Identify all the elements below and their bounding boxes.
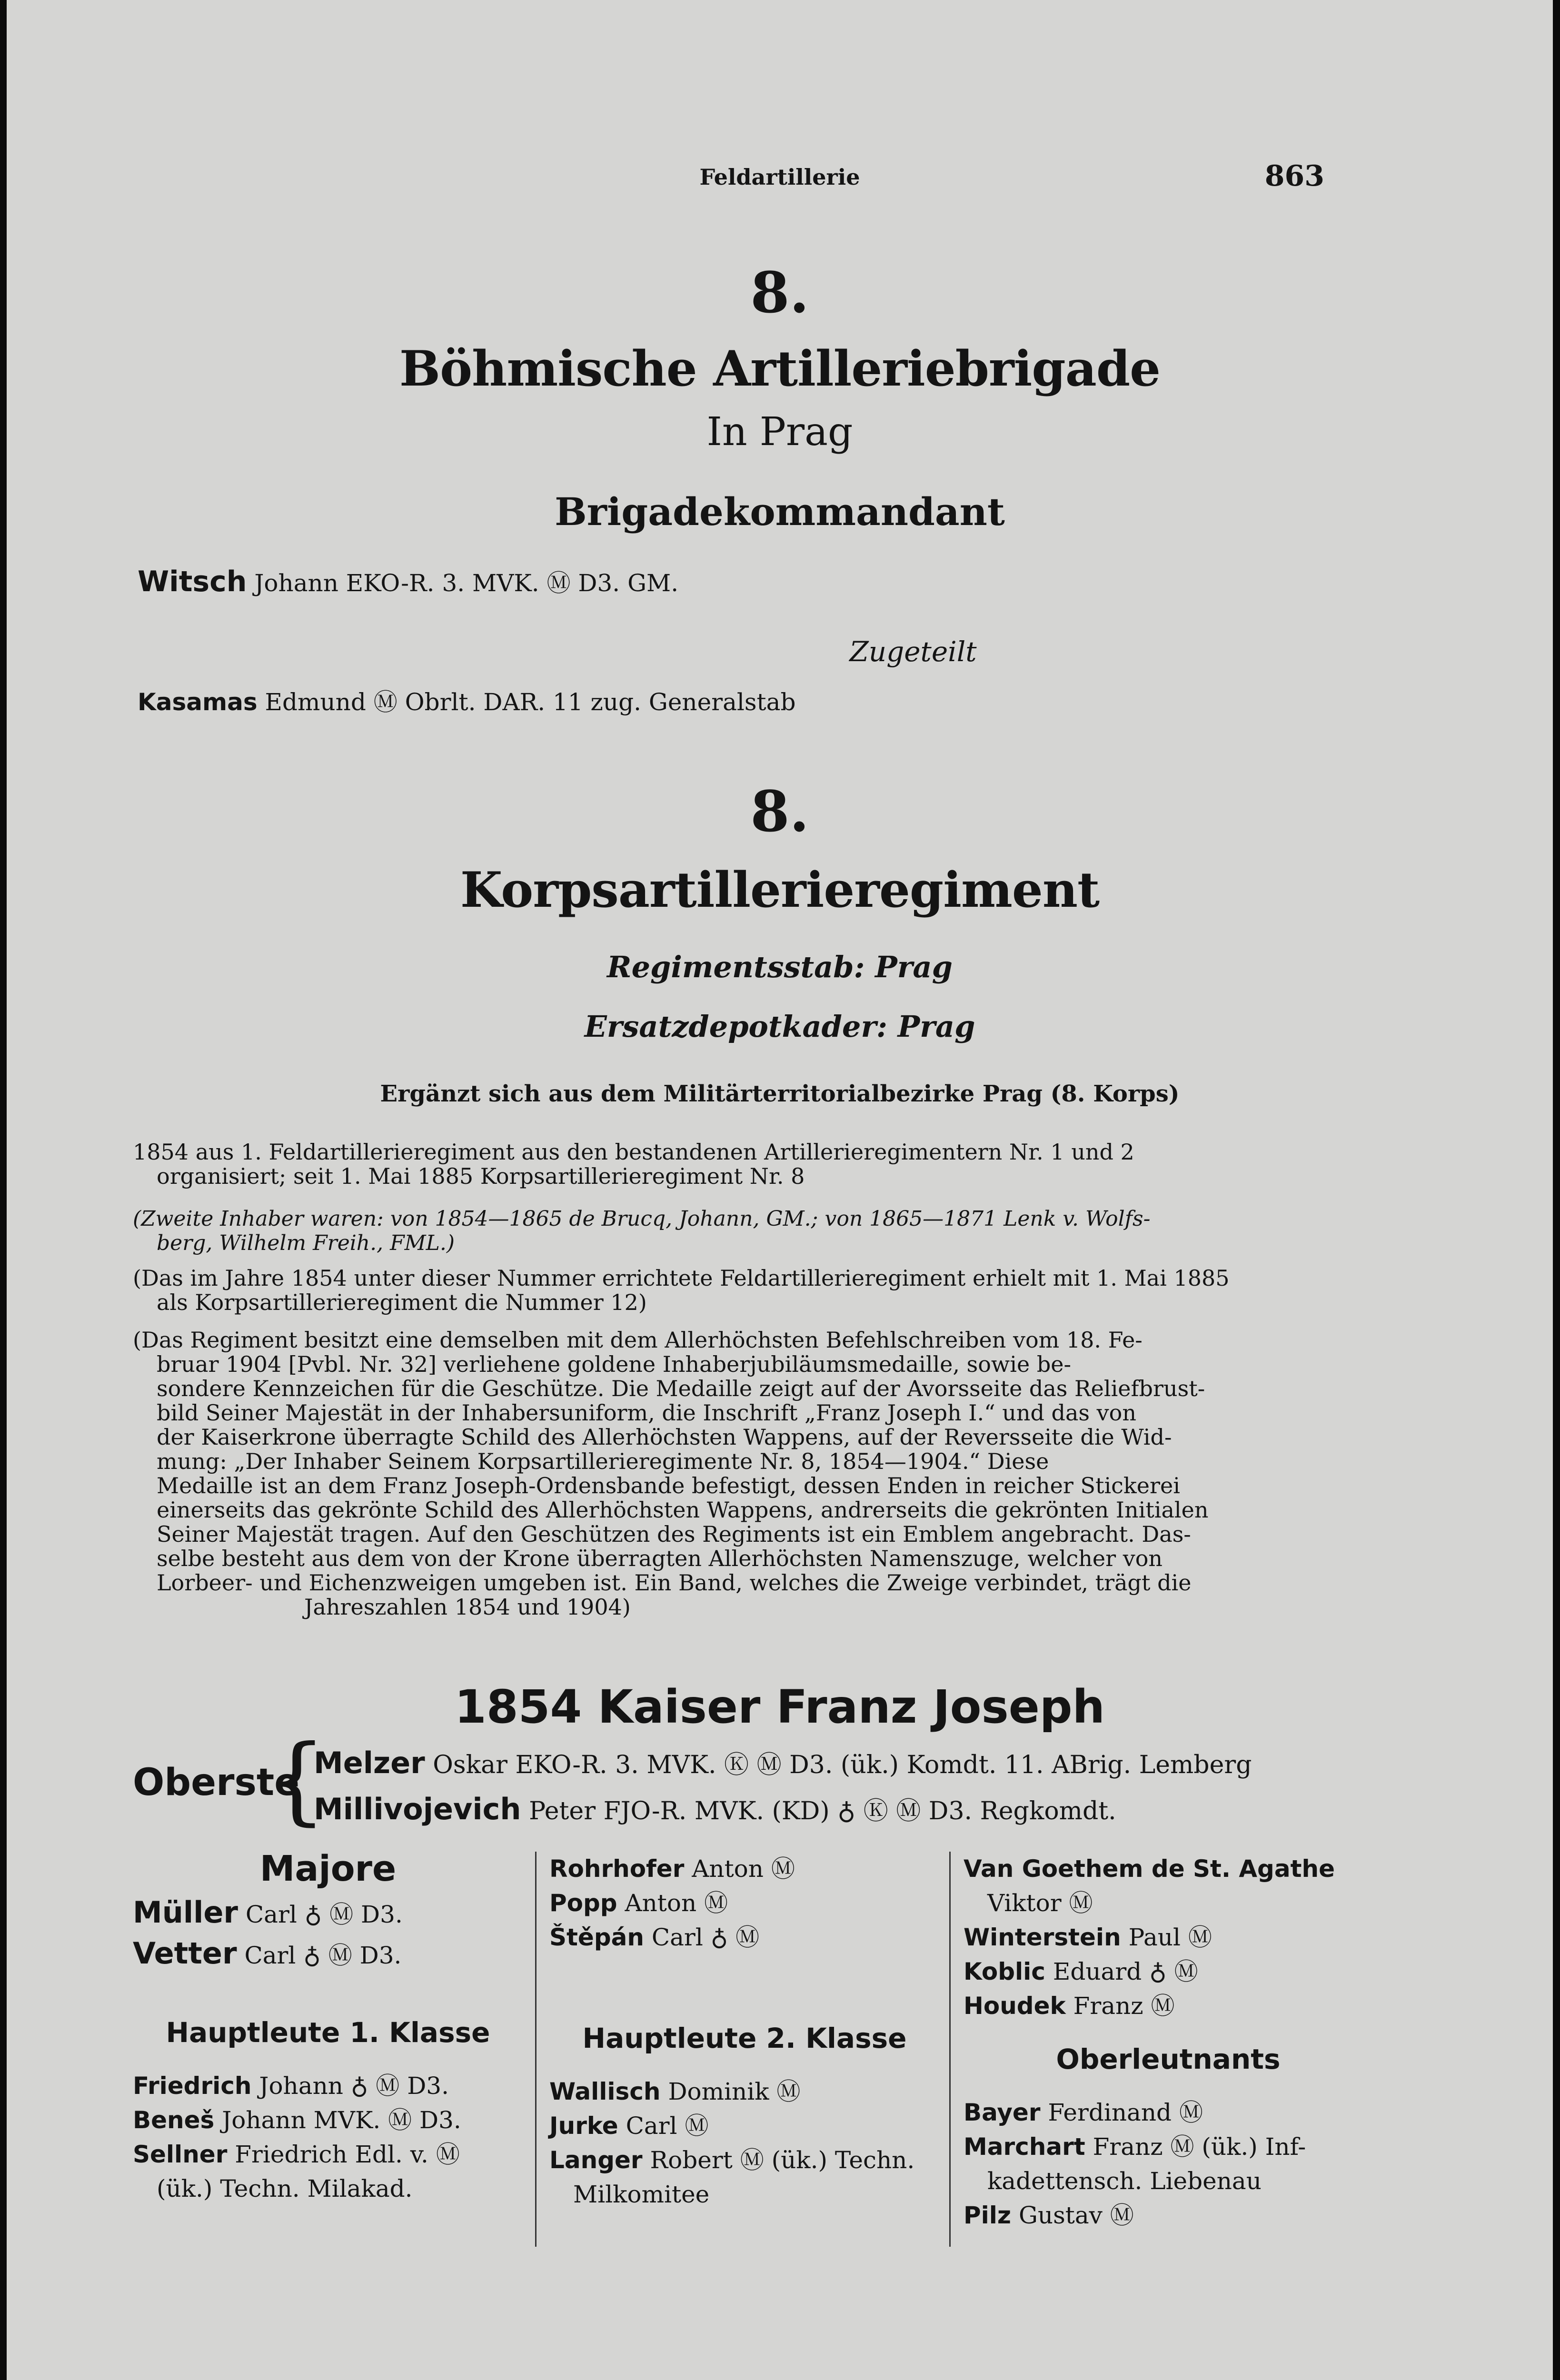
regiment-staff: Regimentsstab: Prag: [607, 950, 953, 984]
col3-name-4: Koblic: [964, 1958, 1045, 1985]
captain1-entry-3: [133, 2137, 523, 2172]
medal-line-12: Jahreszahlen 1854 und 1904): [304, 1594, 631, 1620]
col2-entry-2: [549, 1886, 940, 1920]
column-2: [549, 1852, 940, 2211]
col3-name-3: Winterstein: [964, 1924, 1121, 1951]
col3-entry-1: [964, 1852, 1373, 1886]
captain2-entry-2: [549, 2109, 940, 2143]
colonel-entry-1: [314, 1745, 1252, 1780]
captain2-name-2: Jurke: [549, 2112, 618, 2140]
lt-details-2: Franz Ⓜ (ük.) Inf-: [1093, 2133, 1306, 2161]
medal-line-9: Seiner Majestät tragen. Auf den Geschützen des Regiments ist ein Emblem angebracht. Das-: [157, 1521, 1191, 1547]
col2-name-2: Popp: [549, 1889, 617, 1917]
col2-name-1: Rohrhofer: [549, 1855, 685, 1883]
col3-entry-5: [964, 1989, 1373, 2023]
col3-details-2: Viktor Ⓜ: [987, 1889, 1093, 1917]
medal-line-6: mung: „Der Inhaber Seinem Korpsartillerieregimente Nr. 8, 1854—1904.“ Diese: [157, 1448, 1049, 1474]
col3-entry-3: [964, 1920, 1373, 1954]
commander-name: Witsch: [138, 565, 247, 598]
brace-symbol: {: [266, 1725, 327, 1835]
major-details-1: Carl ♁ Ⓜ D3.: [245, 1901, 403, 1928]
lt-entry-1: [964, 2095, 1373, 2130]
lt-details-1: Ferdinand Ⓜ: [1048, 2099, 1203, 2126]
captain2-entry-4: [549, 2177, 940, 2211]
regiment-title: Korpsartillerieregiment: [460, 862, 1100, 919]
lt-name-4: Pilz: [964, 2202, 1012, 2229]
regiment-depot: Ersatzdepotkader: Prag: [584, 1009, 975, 1044]
col2-details-3: Carl ♁ Ⓜ: [651, 1924, 760, 1951]
lt-name-1: Bayer: [964, 2099, 1041, 2126]
col3-details-3: Paul Ⓜ: [1128, 1924, 1212, 1951]
major-name-2: Vetter: [133, 1936, 237, 1971]
commander-entry: [138, 564, 678, 598]
captain2-name-1: Wallisch: [549, 2078, 661, 2105]
colonel-details-2: Peter FJO-R. MVK. (KD) ♁ Ⓚ Ⓜ D3. Regkomdt.: [529, 1797, 1116, 1825]
commander-heading: Brigadekommandant: [555, 489, 1005, 534]
owners-note: [133, 1207, 1368, 1255]
majors-heading: Majore: [259, 1848, 397, 1889]
captain1-details-3: Friedrich Edl. v. Ⓜ: [235, 2141, 460, 2168]
captain2-details-3: Robert Ⓜ (ük.) Techn.: [650, 2146, 915, 2174]
colonels-label: Oberste: [133, 1761, 300, 1804]
col3-details-5: Franz Ⓜ: [1073, 1992, 1175, 2020]
colonel-details-1: Oskar EKO-R. 3. MVK. Ⓚ Ⓜ D3. (ük.) Komdt. 11. ABrig. Lemberg: [433, 1751, 1252, 1779]
document-page: [7, 0, 1553, 2380]
captain2-entry-1: [549, 2074, 940, 2109]
lt-entry-2: [964, 2130, 1373, 2164]
medal-line-7: Medaille ist an dem Franz Joseph-Ordensbande befestigt, dessen Enden in reicher Stickerei: [157, 1473, 1180, 1498]
medal-line-3: sondere Kennzeichen für die Geschütze. Die Medaille zeigt auf der Avorsseite das Reliefbrust-: [157, 1376, 1205, 1401]
owners-line-2: berg, Wilhelm Freih., FML.): [157, 1231, 455, 1255]
column-1: [133, 1848, 523, 2206]
commander-details: Johann EKO-R. 3. MVK. Ⓜ D3. GM.: [254, 569, 679, 597]
history-line-1: 1854 aus 1. Feldartillerieregiment aus den bestandenen Artillerieregimentern Nr. 1 und 2: [133, 1139, 1134, 1165]
brigade-title: Böhmische Artilleriebrigade: [399, 340, 1161, 397]
captain1-details-1: Johann ♁ Ⓜ D3.: [259, 2072, 449, 2100]
colonel-name-2: Millivojevich: [314, 1792, 521, 1826]
assigned-heading: Zugeteilt: [849, 635, 977, 668]
assigned-name: Kasamas: [138, 688, 258, 716]
note-1854: [133, 1266, 1368, 1315]
captain2-details-2: Carl Ⓜ: [626, 2112, 709, 2140]
assigned-entry: [138, 683, 795, 717]
col3-name-1: Van Goethem de St. Agathe: [964, 1855, 1335, 1883]
lt-details-4: Gustav Ⓜ: [1018, 2202, 1134, 2229]
regiment-history: [133, 1140, 1368, 1189]
owners-line-1: (Zweite Inhaber waren: von 1854—1865 de Brucq, Johann, GM.; von 1865—1871 Lenk v. Wolfs-: [133, 1207, 1151, 1231]
col3-details-4: Eduard ♁ Ⓜ: [1053, 1958, 1198, 1985]
note-line-2: als Korpsartillerieregiment die Nummer 12): [157, 1289, 647, 1315]
running-title: Feldartillerie: [699, 164, 860, 190]
captain2-name-3: Langer: [549, 2146, 643, 2174]
col2-details-2: Anton Ⓜ: [625, 1889, 728, 1917]
medal-line-10: selbe besteht aus dem von der Krone überragten Allerhöchsten Namenszuge, welcher von: [157, 1546, 1163, 1571]
assigned-details: Edmund Ⓜ Obrlt. DAR. 11 zug. Generalstab: [265, 688, 796, 716]
medal-line-8: einerseits das gekrönte Schild des Allerhöchsten Wappens, andrerseits die gekrönten Initialen: [157, 1497, 1209, 1523]
page-number: 863: [1264, 159, 1324, 193]
colonel-entry-2: [314, 1791, 1116, 1826]
captains2-heading: Hauptleute 2. Klasse: [582, 2022, 907, 2054]
captain1-entry-2: [133, 2103, 523, 2137]
lt-entry-4: [964, 2198, 1373, 2232]
regiment-recruitment: Ergänzt sich aus dem Militärterritorialbezirke Prag (8. Korps): [380, 1081, 1180, 1107]
col2-entry-1: [549, 1852, 940, 1886]
major-entry-2: [133, 1936, 523, 1973]
brigade-location: In Prag: [706, 409, 853, 455]
lieutenants-heading: Oberleutnants: [1056, 2043, 1281, 2075]
medal-line-2: bruar 1904 [Pvbl. Nr. 32] verliehene goldene Inhaberjubiläumsmedaille, sowie be-: [157, 1351, 1072, 1377]
brigade-number: 8.: [750, 259, 809, 326]
captain1-name-1: Friedrich: [133, 2072, 252, 2100]
captain2-details-4: Milkomitee: [573, 2181, 710, 2208]
captain1-name-2: Beneš: [133, 2106, 215, 2134]
medal-line-4: bild Seiner Majestät in der Inhabersuniform, die Inschrift „Franz Joseph I.“ und das von: [157, 1400, 1136, 1426]
captain1-entry-1: [133, 2069, 523, 2103]
colonel-name-1: Melzer: [314, 1745, 425, 1780]
medal-line-1: (Das Regiment besitzt eine demselben mit dem Allerhöchsten Befehlschreiben vom 18. Fe-: [133, 1327, 1143, 1353]
owner-heading: 1854 Kaiser Franz Joseph: [455, 1680, 1105, 1734]
column-3: [964, 1852, 1373, 2232]
note-line-1: (Das im Jahre 1854 unter dieser Nummer errichtete Feldartillerieregiment erhielt mit 1. Mai 1885: [133, 1265, 1230, 1291]
captain1-entry-4: [133, 2172, 523, 2206]
captain2-entry-3: [549, 2143, 940, 2177]
col3-name-5: Houdek: [964, 1992, 1066, 2020]
major-name-1: Müller: [133, 1895, 238, 1930]
column-divider-1: [535, 1852, 537, 2247]
captain1-details-2: Johann MVK. Ⓜ D3.: [222, 2106, 461, 2134]
captains1-heading: Hauptleute 1. Klasse: [166, 2016, 490, 2049]
history-line-2: organisiert; seit 1. Mai 1885 Korpsartillerieregiment Nr. 8: [157, 1163, 805, 1189]
column-divider-2: [949, 1852, 951, 2247]
col2-entry-3: [549, 1920, 940, 1954]
medal-line-11: Lorbeer- und Eichenzweigen umgeben ist. Ein Band, welches die Zweige verbindet, trägt die: [157, 1570, 1192, 1596]
lt-entry-3: [964, 2164, 1373, 2198]
captain1-details-4: (ük.) Techn. Milakad.: [157, 2175, 413, 2202]
medal-paragraph: [133, 1328, 1368, 1619]
col2-details-1: Anton Ⓜ: [692, 1855, 795, 1883]
lt-name-2: Marchart: [964, 2133, 1085, 2161]
major-entry-1: [133, 1895, 523, 1932]
captain1-name-3: Sellner: [133, 2141, 228, 2168]
captain2-details-1: Dominik Ⓜ: [668, 2078, 801, 2105]
medal-line-5: der Kaiserkrone überragte Schild des Allerhöchsten Wappens, auf der Reversseite die Wid-: [157, 1424, 1172, 1450]
regiment-number: 8.: [750, 778, 809, 844]
col3-entry-2: [964, 1886, 1373, 1920]
col3-entry-4: [964, 1954, 1373, 1989]
col2-name-3: Štěpán: [549, 1924, 644, 1951]
lt-details-3: kadettensch. Liebenau: [987, 2167, 1262, 2195]
major-details-2: Carl ♁ Ⓜ D3.: [244, 1942, 402, 1969]
